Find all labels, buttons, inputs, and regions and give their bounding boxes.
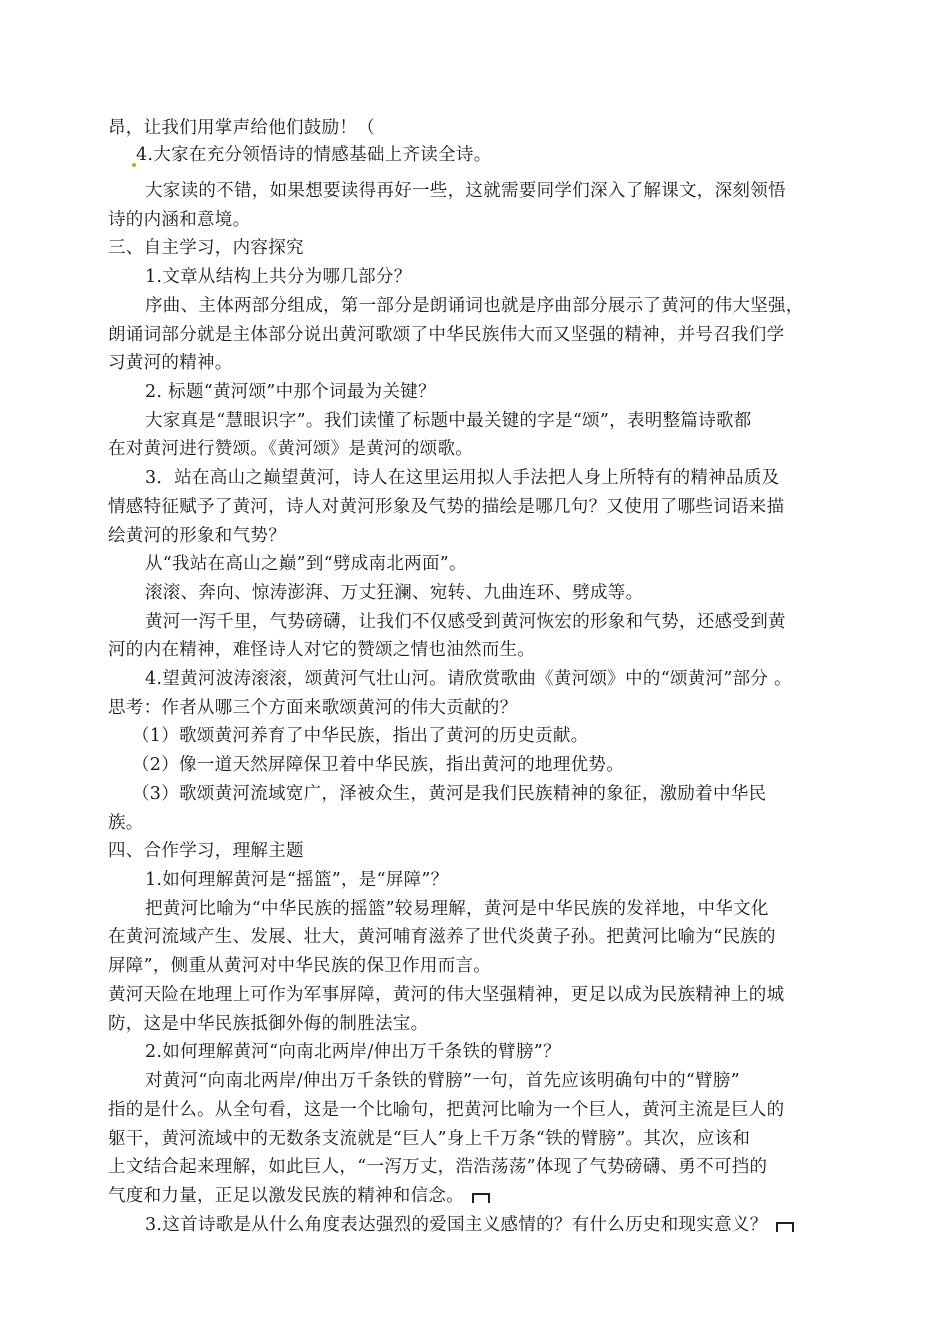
- text-line: 大家读的不错，如果想要读得再好一些，这就需要同学们深入了解课文，深刻领悟: [145, 181, 786, 201]
- text-line: 绘黄河的形象和气势？: [108, 526, 286, 546]
- text-line: 序曲、主体两部分组成，第一部分是朗诵词也就是序曲部分展示了黄河的伟大坚强，: [145, 296, 804, 316]
- text-line: 防，这是中华民族抵御外侮的制胜法宝。: [108, 1014, 429, 1034]
- text-line: 滚滚、奔向、惊涛澎湃、万丈狂澜、宛转、九曲连环、劈成等。: [145, 583, 644, 603]
- text-line: 黄河一泻千里，气势磅礴，让我们不仅感受到黄河恢宏的形象和气势，还感受到黄: [145, 612, 786, 632]
- question-line: 1.文章从结构上共分为哪几部分？: [145, 267, 412, 287]
- section-heading: 三、自主学习，内容探究: [108, 238, 304, 258]
- question-line: 2. 标题“黄河颂”中那个词最为关键？: [145, 382, 436, 402]
- question-line: 3．站在高山之巅望黄河，诗人在这里运用拟人手法把人身上所特有的精神品质及: [145, 468, 780, 488]
- text-line: 河的内在精神，难怪诗人对它的赞颂之情也油然而生。: [108, 640, 536, 660]
- text-line: 大家真是“慧眼识字”。我们读懂了标题中最关键的字是“颂”，表明整篇诗歌都: [145, 411, 752, 431]
- section-heading: 四、合作学习，理解主题: [108, 841, 304, 861]
- text-line: 屏障”，侧重从黄河对中华民族的保卫作用而言。: [108, 956, 492, 976]
- text-line: 在黄河流域产生、发展、壮大，黄河哺育滋养了世代炎黄子孙。把黄河比喻为“民族的: [108, 927, 776, 947]
- text-line: 诗的内涵和意境。: [108, 210, 251, 230]
- text-line: 4.大家在充分领悟诗的情感基础上齐读全诗。: [132, 143, 492, 167]
- text-line: 在对黄河进行赞颂。《黄河颂》是黄河的颂歌。: [108, 439, 474, 459]
- text-line: 躯干，黄河流域中的无数条支流就是“巨人”身上千万条“铁的臂膀”。其次，应该和: [108, 1129, 751, 1149]
- question-line: 4.望黄河波涛滚滚，颂黄河气壮山河。请欣赏歌曲《黄河颂》中的“颂黄河”部分 。: [145, 669, 792, 689]
- text-line: 黄河天险在地理上可作为军事屏障，黄河的伟大坚强精神，更足以成为民族精神上的城: [108, 985, 785, 1005]
- text-line: 族。: [108, 813, 144, 833]
- text-line: 上文结合起来理解，如此巨人，“一泻万丈，浩浩荡荡”体现了气势磅礴、勇不可挡的: [108, 1157, 768, 1177]
- text-line: 气度和力量，正足以激发民族的精神和信念。: [108, 1184, 490, 1208]
- text-line: 思考：作者从哪三个方面来歌颂黄河的伟大贡献的？: [108, 698, 518, 718]
- question-line: 3.这首诗歌是从什么角度表达强烈的爱国主义感情的？有什么历史和现实意义？: [145, 1213, 794, 1237]
- text-line: 情感特征赋予了黄河，诗人对黄河形象及气势的描绘是哪几句？又使用了哪些词语来描: [108, 497, 785, 517]
- text-line: 朗诵词部分就是主体部分说出黄河歌颂了中华民族伟大而又坚强的精神，并号召我们学: [108, 325, 785, 345]
- question-line: 2.如何理解黄河“向南北两岸/伸出万千条铁的臂膀”？: [145, 1042, 561, 1062]
- list-item: （1）歌颂黄河养育了中华民族，指出了黄河的历史贡献。: [132, 726, 589, 746]
- list-item: （3）歌颂黄河流域宽广，泽被众生，黄河是我们民族精神的象征，激励着中华民: [132, 784, 767, 804]
- list-item: （2）像一道天然屏障保卫着中华民族，指出黄河的地理优势。: [132, 755, 625, 775]
- corner-mark-icon: [776, 1222, 794, 1232]
- text-line: 从“我站在高山之巅”到“劈成南北两面”。: [145, 554, 467, 574]
- corner-mark-icon: [472, 1193, 490, 1203]
- text-line: 习黄河的精神。: [108, 353, 233, 373]
- text-line: 指的是什么。从全句看，这是一个比喻句，把黄河比喻为一个巨人，黄河主流是巨人的: [108, 1100, 785, 1120]
- text-line: 把黄河比喻为“中华民族的摇篮”较易理解，黄河是中华民族的发祥地，中华文化: [145, 899, 769, 919]
- text-line: 昂，让我们用掌声给他们鼓励！（: [108, 118, 375, 138]
- text-line: 对黄河“向南北两岸/伸出万千条铁的臂膀”一句，首先应该明确句中的“臂膀”: [145, 1071, 740, 1091]
- question-line: 1.如何理解黄河是“摇篮”，是“屏障”？: [145, 870, 449, 890]
